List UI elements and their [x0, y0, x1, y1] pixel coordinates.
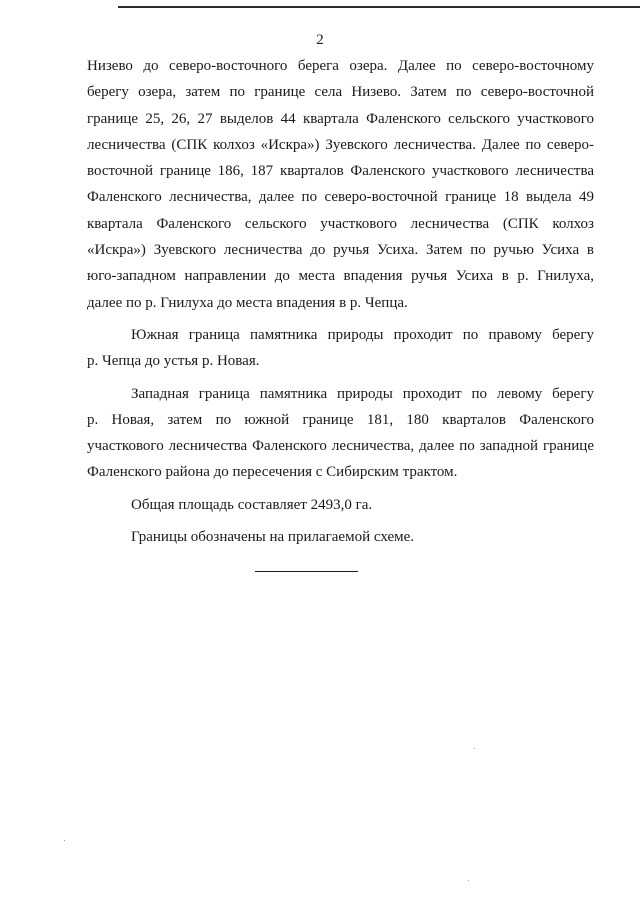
- scan-speck: [474, 748, 475, 749]
- text-line: далее по р. Гнилуха до места впадения в р. Чепца.: [87, 294, 408, 311]
- text-line: Границы обозначены на прилагаемой схеме.: [131, 529, 415, 546]
- text-line: юго-западном направлении до места впадения ручья Усиха в р. Гнилуха,: [87, 268, 594, 285]
- text-line: квартала Фаленского сельского участкового лесничества (СПК колхоз: [87, 215, 594, 232]
- text-line: Южная граница памятника природы проходит по правому берегу: [131, 326, 594, 343]
- text-line: лесничества (СПК колхоз «Искра») Зуевского лесничества. Далее по северо-: [87, 136, 594, 153]
- scan-speck: [64, 840, 65, 841]
- text-line: р. Чепца до устья р. Новая.: [87, 353, 260, 370]
- paragraph-southern-boundary: [87, 322, 594, 375]
- scan-speck: [468, 880, 469, 881]
- text-line: берегу озера, затем по границе села Низево. Затем по северо-восточной: [87, 84, 594, 101]
- text-line: Западная граница памятника природы проходит по левому берегу: [131, 385, 594, 402]
- scan-edge-line: [118, 6, 640, 8]
- text-line: восточной границе 186, 187 кварталов Фаленского участкового лесничества: [87, 163, 594, 180]
- paragraph-total-area: [87, 492, 594, 518]
- document-body: [87, 53, 594, 550]
- text-line: р. Новая, затем по южной границе 181, 180 кварталов Фаленского: [87, 411, 594, 428]
- text-line: Фаленского района до пересечения с Сибирским трактом.: [87, 464, 458, 481]
- paragraph-boundary-description: [87, 53, 594, 316]
- paragraph-western-boundary: [87, 381, 594, 486]
- text-line: участкового лесничества Фаленского лесничества, далее по западной границе: [87, 438, 594, 455]
- text-line: «Искра») Зуевского лесничества до ручья Усиха. Затем по ручью Усиха в: [87, 242, 594, 259]
- text-line: границе 25, 26, 27 выделов 44 квартала Фаленского сельского участкового: [87, 110, 594, 127]
- end-of-document-rule: [255, 571, 358, 572]
- paragraph-scheme-note: [87, 524, 594, 550]
- text-line: Фаленского лесничества, далее по северо-восточной границе 18 выдела 49: [87, 189, 594, 206]
- text-line: Низево до северо-восточного берега озера. Далее по северо-восточному: [87, 58, 594, 74]
- page-number: 2: [316, 32, 324, 48]
- text-line: Общая площадь составляет 2493,0 га.: [131, 496, 373, 513]
